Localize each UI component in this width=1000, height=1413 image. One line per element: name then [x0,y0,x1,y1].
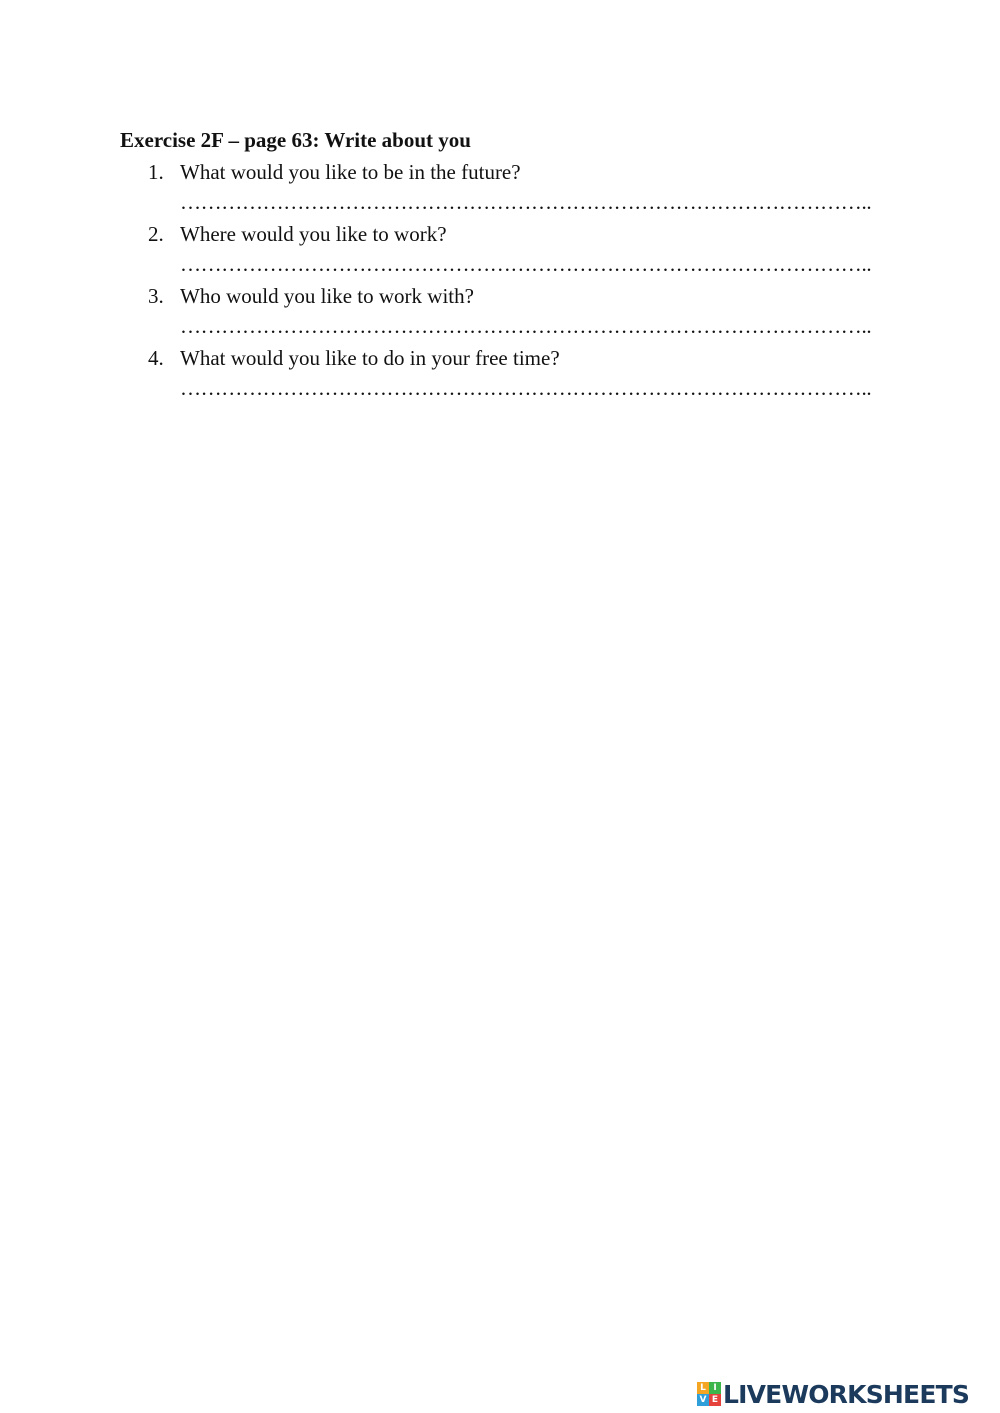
exercise-heading: Exercise 2F – page 63: Write about you [120,128,471,152]
question-number: 4. [148,346,164,370]
question-number: 3. [148,284,164,308]
answer-line[interactable]: ……………………………………………………………………………………….. [180,376,872,400]
logo-tile-e: E [709,1394,721,1406]
question-text: Who would you like to work with? [180,284,474,308]
answer-line[interactable]: ……………………………………………………………………………………….. [180,190,872,214]
logo-tile-v: V [697,1394,709,1406]
answer-line[interactable]: ……………………………………………………………………………………….. [180,314,872,338]
question-text: What would you like to be in the future? [180,160,521,184]
question-item-3 [0,282,1000,344]
answer-line[interactable]: ……………………………………………………………………………………….. [180,252,872,276]
question-text: Where would you like to work? [180,222,447,246]
question-item-4 [0,344,1000,406]
liveworksheets-logo [697,1379,969,1409]
question-number: 1. [148,160,164,184]
logo-tile-l: L [697,1382,709,1394]
question-number: 2. [148,222,164,246]
question-item-2 [0,220,1000,282]
liveworksheets-logo-icon [697,1382,721,1406]
logo-tile-i: I [709,1382,721,1394]
logo-text: LIVEWORKSHEETS [723,1379,970,1409]
question-item-1 [0,158,1000,220]
question-text: What would you like to do in your free time? [180,346,560,370]
